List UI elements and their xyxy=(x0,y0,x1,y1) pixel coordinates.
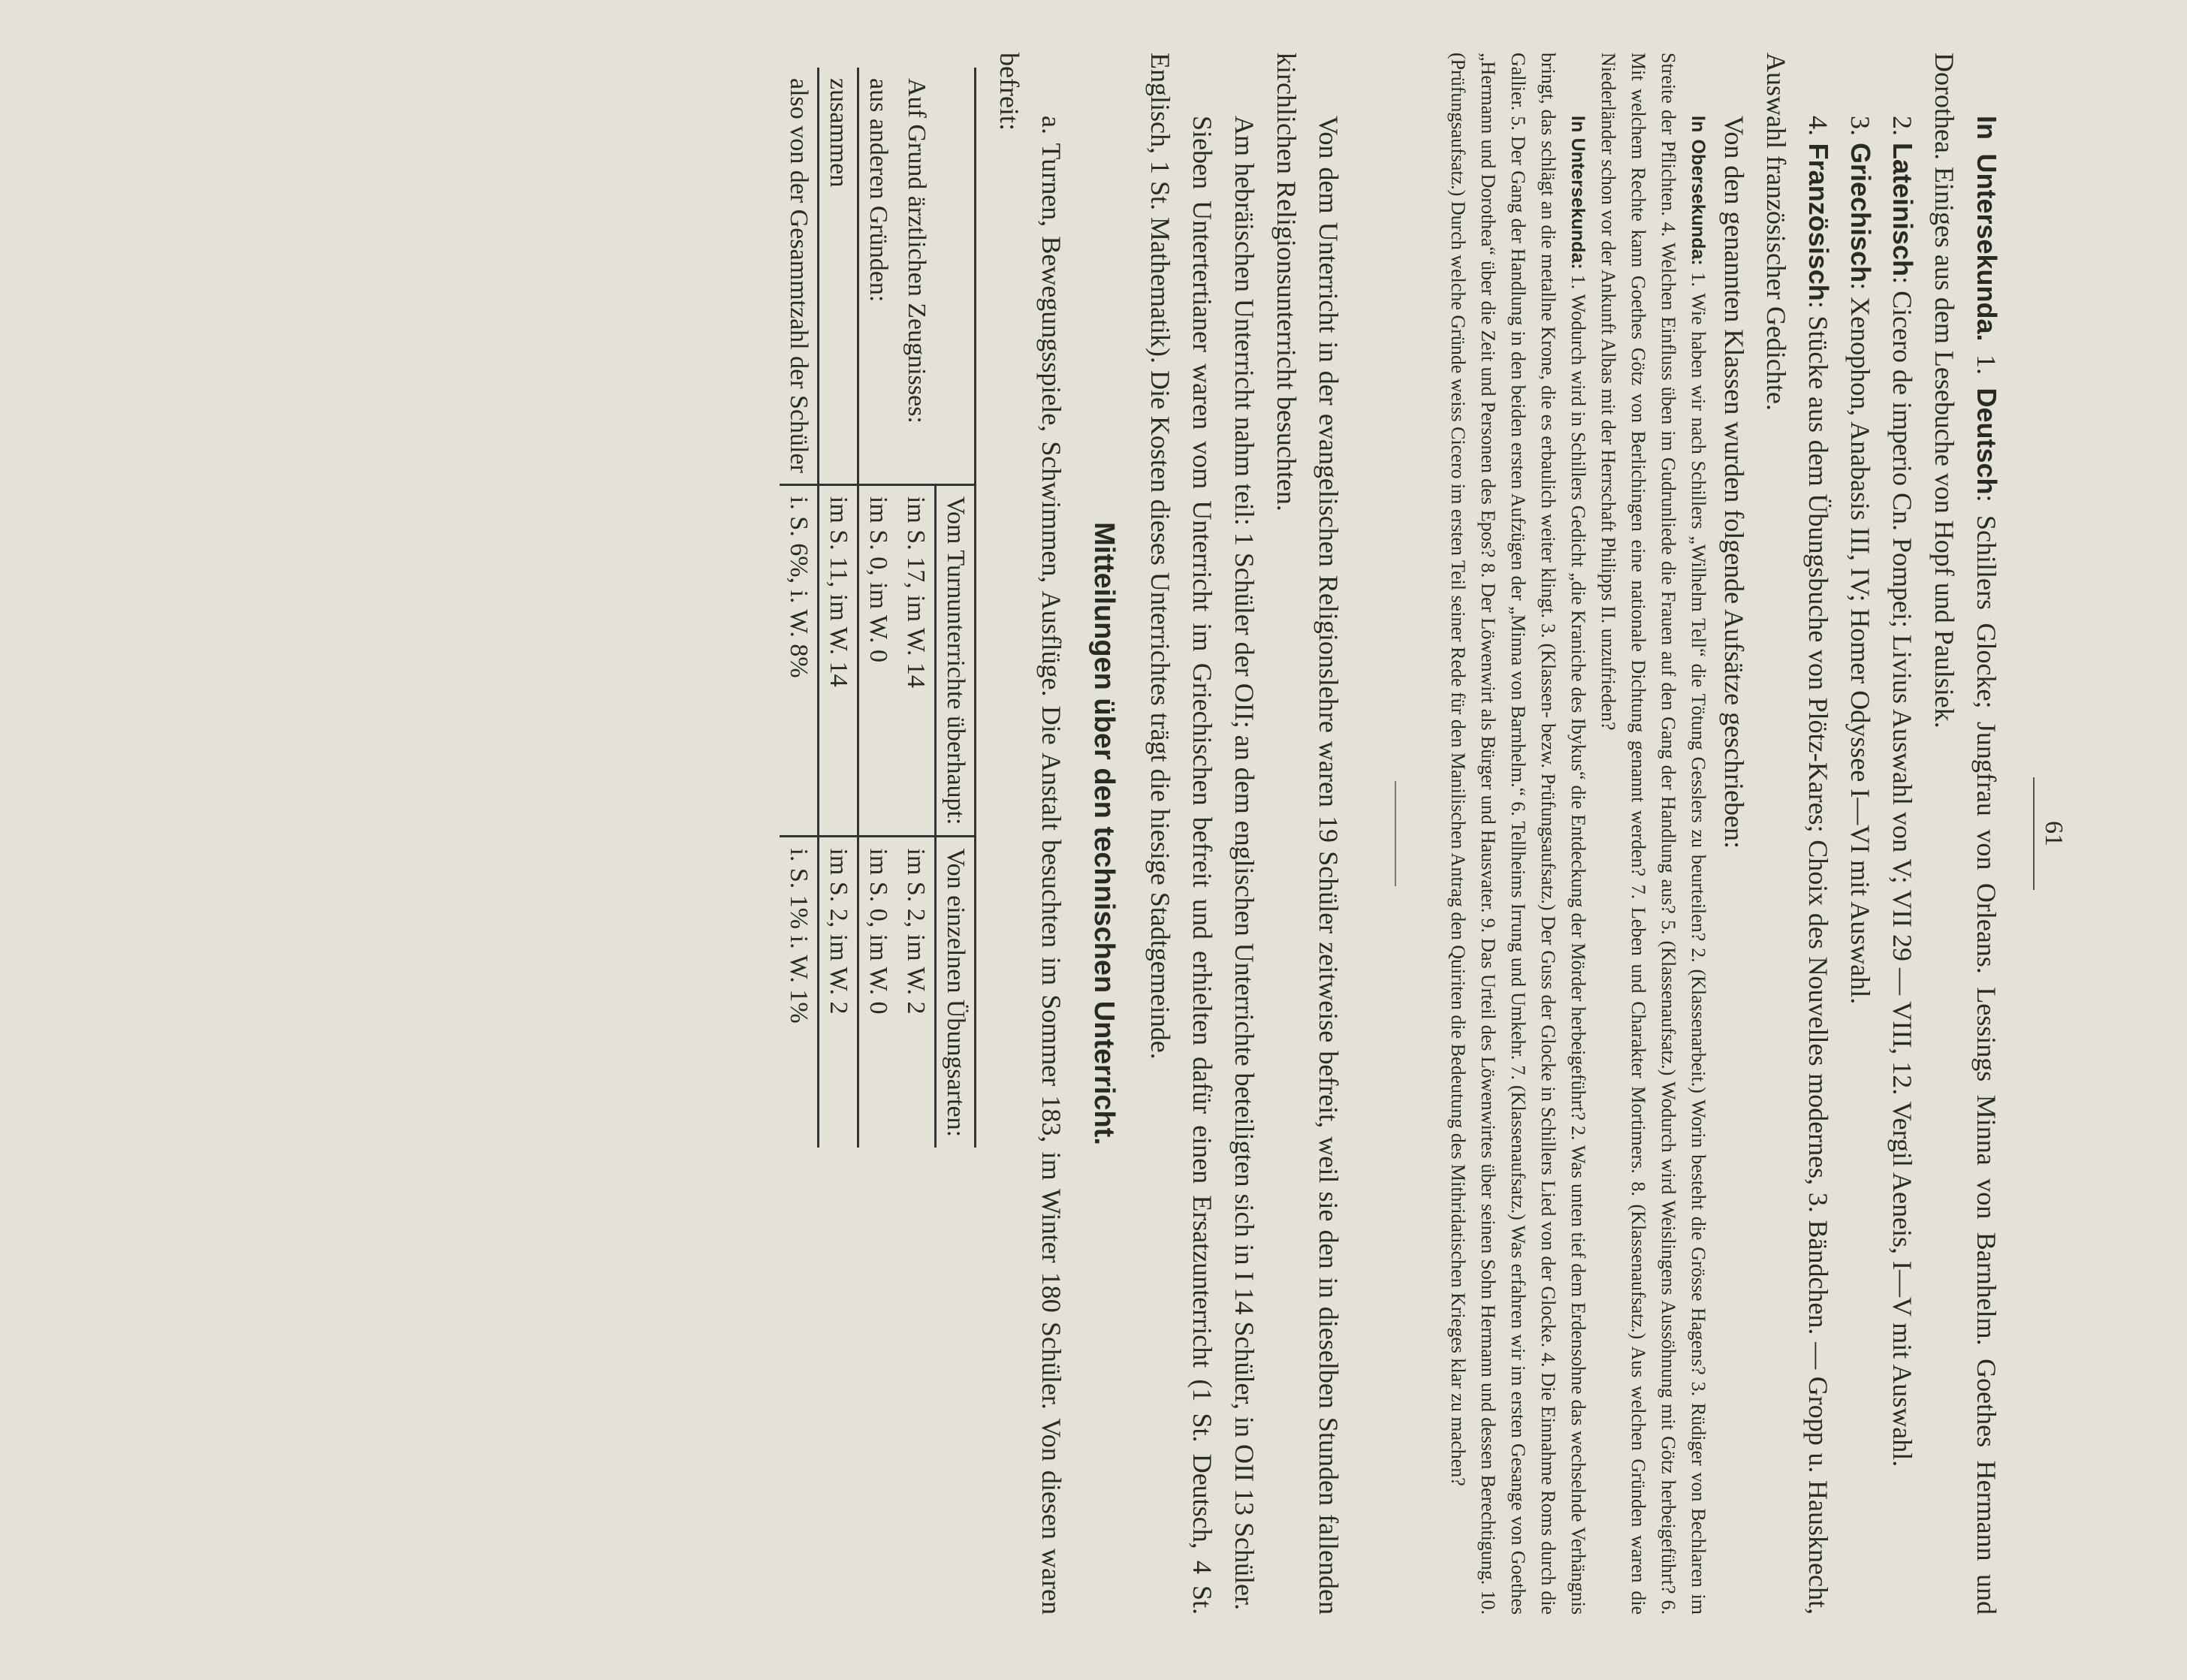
page-content xyxy=(780,53,2008,1615)
row-cell-col2: im S. 2, im W. 2 xyxy=(819,837,858,1148)
table-row xyxy=(858,68,897,1148)
page-number: 61 xyxy=(2033,53,2068,1615)
table-row xyxy=(897,68,936,1148)
rotated-page xyxy=(312,53,2099,1615)
row-cell-col2: im S. 2, im W. 2 xyxy=(897,837,936,1148)
deutsch-label: Deutsch xyxy=(1971,388,2002,495)
table-row xyxy=(780,68,819,1148)
row-label: Auf Grund ärztlichen Zeugnisses: xyxy=(903,78,931,424)
row-cell-col1: i. S. 6%, i. W. 8% xyxy=(780,484,819,837)
latein-text: : Cicero de imperio Cn. Pompei; Livius Auswahl von V; VII 29 — VIII, 12. Vergil Aeneis, I—V mit Auswahl. xyxy=(1887,276,1917,1467)
turnen-intro: a. Turnen, Bewegungsspiele, Schwimmen, Ausflüge. Die Anstalt besuchten im Sommer 183, im Winter 180 Schüler. Von diesen waren befreit: xyxy=(994,53,1066,1615)
religion-paragraph-1: Von dem Unterricht in der evangelischen Religionslehre waren 19 Schüler zeitweise befreit, weil sie den in dieselben Stunden fallenden kirchlichen Religionsunterricht besuchten. xyxy=(1271,53,1344,1615)
row-cell-col2: i. S. 1% i. W. 1% xyxy=(780,837,819,1148)
exemption-table xyxy=(780,68,976,1148)
griechisch-text: : Xenophon, Anabasis III, IV; Homer Odyssee I—VI mit Auswahl. xyxy=(1845,282,1875,1005)
col1-header: Vom Turnunterrichte überhaupt: xyxy=(936,484,976,837)
table-row xyxy=(819,68,858,1148)
latein-paragraph: 2. Lateinisch: Cicero de imperio Cn. Pompei; Livius Auswahl von V; VII 29 — VIII, 12. Vergil Aeneis, I—V mit Auswahl. xyxy=(1887,116,1918,1467)
table-corner xyxy=(936,68,976,484)
griechisch-label: Griechisch xyxy=(1845,143,1876,283)
aufsaetze-intro: Von den genannten Klassen wurden folgende Aufsätze geschrieben: xyxy=(1719,116,1749,849)
latein-label: Lateinisch xyxy=(1887,143,1918,277)
row-cell-col2: im S. 0, im W. 0 xyxy=(858,837,897,1148)
untersekunda-heading: In Untersekunda. xyxy=(1971,116,2002,342)
technisch-heading: Mitteilungen über den technischen Unterricht. xyxy=(1088,522,1120,1145)
section-divider xyxy=(1395,781,1396,886)
col2-header: Von einzelnen Übungsarten: xyxy=(936,837,976,1148)
franzoesisch-text: : Stücke aus dem Übungsbuche von Plötz-Kares; Choix des Nouvelles modernes, 3. Bändchen. — Gropp u. Hausknecht, Auswahl französischer Gedichte. xyxy=(1761,53,1833,1615)
row-label: zusammen xyxy=(819,68,858,484)
obersekunda-label: In Obersekunda: xyxy=(1688,116,1709,266)
untersekunda-label: In Untersekunda: xyxy=(1567,116,1588,270)
obersekunda-essays: In Obersekunda: 1. Wie haben wir nach Schillers „Wilhelm Tell“ die Tötung Gesslers zu beurteilen? 2. (Klassenarbeit.) Worin besteht die Grösse Hagens? 3. Rüdiger von Bechlaren im Streite der Pflichten. 4. Welchen Einfluss üben im Gudrunliede die Frauen auf den Gang der Handlung aus? 5. (Klassenaufsatz.) Wodurch wird Weislingens Aussöhnung mit Götz herbeigeführt? 6. Mit welchem Rechte kann Goethes Götz von Berlichingen eine nationale Dichtung genannt werden? 7. Leben und Charakter Mortimers. 8. (Klassenaufsatz.) Aus welchen Gründen waren die Niederländer schon vor der Ankunft Albas mit der Herrschaft Philipps II. unzufrieden? xyxy=(1597,53,1709,1615)
table-header-row xyxy=(936,68,976,1148)
religion-paragraph-3: Sieben Untertertianer waren vom Unterricht im Griechischen befreit und erhielten dafür einen Ersatzunterricht (1 St. Deutsch, 4 St. Englisch, 1 St. Mathematik). Die Kosten dieses Unterrichtes trägt die hiesige Stadtgemeinde. xyxy=(1145,53,1217,1615)
row-cell-col1: im S. 11, im W. 14 xyxy=(819,484,858,837)
griechisch-paragraph: 3. Griechisch: Xenophon, Anabasis III, IV; Homer Odyssee I—VI mit Auswahl. xyxy=(1845,116,1876,1005)
row-cell-col1: im S. 0, im W. 0 xyxy=(858,484,897,837)
franzoesisch-paragraph: 4. Französisch: Stücke aus dem Übungsbuche von Plötz-Kares; Choix des Nouvelles modernes, 3. Bändchen. — Gropp u. Hausknecht, Auswahl französischer Gedichte. xyxy=(1761,53,1834,1615)
row-cell-col1: im S. 17, im W. 14 xyxy=(897,484,936,837)
row-label: also von der Gesammtzahl der Schüler xyxy=(785,78,813,473)
page-number-rule xyxy=(2033,777,2035,890)
deutsch-paragraph: In Untersekunda. 1. Deutsch: Schillers Glocke; Jungfrau von Orleans. Lessings Minna von Barnhelm. Goethes Hermann und Dorothea. Einiges aus dem Lesebuche von Hopf und Paulsiek. xyxy=(1929,53,2002,1615)
deutsch-text: : Schillers Glocke; Jungfrau von Orleans. Lessings Minna von Barnhelm. Goethes Hermann und Dorothea. Einiges aus dem Lesebuche von Hopf und Paulsiek. xyxy=(1929,53,2001,1615)
untersekunda-essays: In Untersekunda: 1. Wodurch wird in Schillers Gedicht „die Kraniche des Ibykus“ die Entdeckung der Mörder herbeigeführt? 2. Was unten tief dem Erdensohne das wechselnde Verhängnis bringt, das schlägt an die metallne Krone, die es erbaulich weiter klingt. 3. (Klassen- bezw. Prüfungsaufsatz.) Der Guss der Glocke in Schillers Lied von der Glocke. 4. Die Einnahme Roms durch die Gallier. 5. Der Gang der Handlung in den beiden ersten Aufzügen der „Minna von Barnhelm.“ 6. Tellheims Irrung und Umkehr. 7. (Klassenaufsatz.) Was erfahren wir im ersten Gesange von Goethes „Hermann und Dorothea“ über die Zeit und Personen des Epos? 8. Der Löwenwirt als Bürger und Hausvater. 9. Das Urteil des Löwenwirtes über seinen Sohn Hermann und dessen Berechtigung. 10. (Prüfungsaufsatz.) Durch welche Gründe weiss Cicero im ersten Teil seiner Rede für den Manilischen Antrag den Quiriten die Bedeutung des Mithridatischen Krieges klar zu machen? xyxy=(1447,53,1589,1615)
franzoesisch-label: Französisch xyxy=(1803,143,1834,301)
religion-paragraph-2: Am hebräischen Unterricht nahm teil: 1 Schüler der OII; an dem englischen Unterrichte beteiligten sich in I 14 Schüler, in OII 13 Schüler. xyxy=(1229,116,1259,1610)
row-label: aus anderen Gründen: xyxy=(858,68,897,484)
